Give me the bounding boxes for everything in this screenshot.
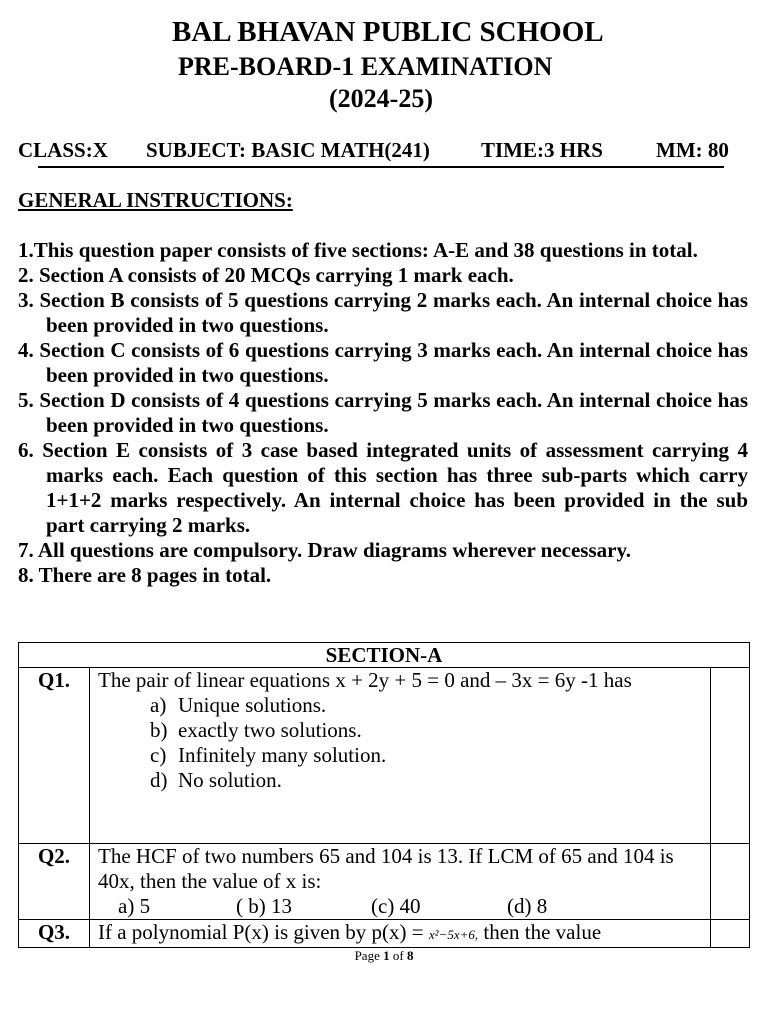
marks-cell xyxy=(711,920,750,948)
polynomial-expression: x²−5x+6, xyxy=(428,927,479,942)
section-title: SECTION-A xyxy=(19,643,750,668)
question-body xyxy=(90,920,711,948)
option-item: (c) 40 xyxy=(371,894,421,918)
option-item: ( b) 13 xyxy=(236,894,292,918)
time-label: TIME:3 HRS xyxy=(481,138,603,162)
option-item xyxy=(150,768,702,793)
option-text: Unique solutions. xyxy=(178,693,327,717)
question-text: The HCF of two numbers 65 and 104 is 13. If LCM of 65 and 104 is 40x, then the value of x is: xyxy=(98,844,674,893)
option-item xyxy=(150,693,702,718)
header-divider xyxy=(38,166,724,168)
option-row xyxy=(98,894,702,919)
option-item: (d) 8 xyxy=(507,894,548,918)
option-text: No solution. xyxy=(178,768,282,792)
exam-year: (2024-25) xyxy=(329,84,433,113)
option-text: Infinitely many solution. xyxy=(178,743,387,767)
question-number: Q2. xyxy=(19,844,90,920)
option-item xyxy=(150,743,702,768)
instruction-item: 1.This question paper consists of five sections: A-E and 38 questions in total. xyxy=(18,238,698,262)
instruction-item: 3. Section B consists of 5 questions carrying 2 marks each. An internal choice has been provided in two questions. xyxy=(18,288,748,337)
question-row xyxy=(19,844,750,920)
instruction-item: 2. Section A consists of 20 MCQs carrying 1 mark each. xyxy=(18,263,514,287)
question-number: Q3. xyxy=(19,920,90,948)
question-text-tail: then the value xyxy=(478,920,602,944)
instruction-item: 6. Section E consists of 3 case based integrated units of assessment carrying 4 marks each. Each question of this section has three sub-parts which carry 1+1+2 marks respectively. An internal choice has been provided in the sub part carrying 2 marks. xyxy=(18,438,748,537)
footer-of: of xyxy=(389,948,407,963)
question-row xyxy=(19,668,750,844)
current-page: 1 xyxy=(383,948,390,963)
option-label: a) xyxy=(150,693,167,717)
subject-label: SUBJECT: BASIC MATH(241) xyxy=(146,138,430,162)
total-pages: 8 xyxy=(406,948,414,963)
school-name: BAL BHAVAN PUBLIC SCHOOL xyxy=(172,16,604,48)
option-item: a) 5 xyxy=(118,894,151,918)
footer-prefix: Page xyxy=(354,948,384,963)
instruction-item: 8. There are 8 pages in total. xyxy=(18,563,272,587)
max-marks-label: MM: 80 xyxy=(656,138,729,162)
question-row xyxy=(19,920,750,948)
question-table xyxy=(18,642,750,948)
marks-cell xyxy=(711,668,750,844)
question-number: Q1. xyxy=(19,668,90,844)
question-text: If a polynomial P(x) is given by p(x) = xyxy=(98,920,429,944)
marks-cell xyxy=(711,844,750,920)
option-label: b) xyxy=(150,718,168,742)
option-item xyxy=(150,718,702,743)
option-label: c) xyxy=(150,743,167,767)
instruction-item: 4. Section C consists of 6 questions carrying 3 marks each. An internal choice has been provided in two questions. xyxy=(18,338,748,387)
instructions-list xyxy=(18,238,748,588)
option-list xyxy=(98,693,702,793)
question-body xyxy=(90,668,711,844)
question-text: The pair of linear equations x + 2y + 5 = 0 and – 3x = 6y -1 has xyxy=(98,668,632,692)
question-body xyxy=(90,844,711,920)
option-text: exactly two solutions. xyxy=(178,718,362,742)
exam-title: PRE-BOARD-1 EXAMINATION xyxy=(178,52,553,81)
instructions-heading: GENERAL INSTRUCTIONS: xyxy=(18,188,293,212)
page-footer xyxy=(0,948,768,964)
instruction-item: 7. All questions are compulsory. Draw diagrams wherever necessary. xyxy=(18,538,632,562)
class-label: CLASS:X xyxy=(18,138,108,162)
section-header-row xyxy=(19,643,750,668)
option-label: d) xyxy=(150,768,168,792)
instruction-item: 5. Section D consists of 4 questions carrying 5 marks each. An internal choice has been provided in two questions. xyxy=(18,388,748,437)
